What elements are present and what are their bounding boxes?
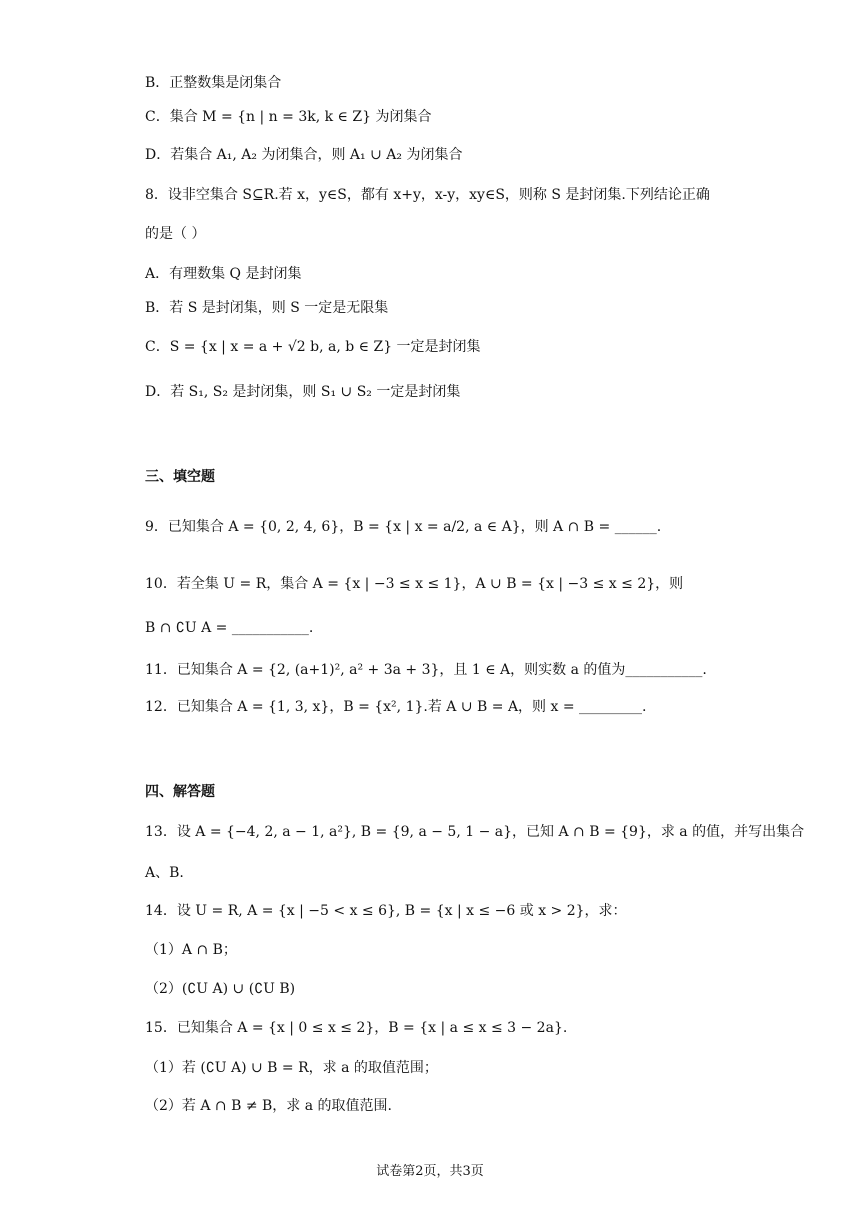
- question-13-cont: A、B.: [145, 865, 184, 881]
- option-b-q7: B．正整数集是闭集合: [145, 75, 282, 91]
- question-15-part-2: （2）若 A ∩ B ≠ B，求 a 的取值范围.: [145, 1098, 393, 1114]
- question-8-stem-cont: 的是（ ）: [145, 226, 206, 242]
- question-15: 15．已知集合 A = {x | 0 ≤ x ≤ 2}，B = {x | a ≤ x ≤ 3 − 2a}.: [145, 1020, 568, 1036]
- option-d-q8: D．若 S₁, S₂ 是封闭集，则 S₁ ∪ S₂ 一定是封闭集: [145, 384, 461, 400]
- question-15-part-1: （1）若 (∁U A) ∪ B = R，求 a 的取值范围；: [145, 1060, 438, 1076]
- question-8-stem: 8．设非空集合 S⊆R.若 x，y∈S，都有 x+y，x-y，xy∈S，则称 S 是封闭集.下列结论正确: [145, 187, 710, 203]
- question-14-part-1: （1）A ∩ B；: [145, 942, 237, 958]
- option-d-q7: D．若集合 A₁, A₂ 为闭集合，则 A₁ ∪ A₂ 为闭集合: [145, 147, 463, 163]
- question-12: 12．已知集合 A = {1, 3, x}，B = {x², 1}.若 A ∪ B = A，则 x = _________.: [145, 699, 647, 715]
- option-b-q8: B．若 S 是封闭集，则 S 一定是无限集: [145, 300, 389, 316]
- question-14-part-2: （2）(∁U A) ∪ (∁U B): [145, 981, 296, 997]
- section-heading-solutions: 四、解答题: [145, 784, 215, 800]
- question-9: 9．已知集合 A = {0, 2, 4, 6}，B = {x | x = a/2, a ∈ A}，则 A ∩ B = ______.: [145, 519, 662, 535]
- question-10: 10．若全集 U = R，集合 A = {x | −3 ≤ x ≤ 1}，A ∪ B = {x | −3 ≤ x ≤ 2}，则: [145, 576, 684, 592]
- question-11: 11．已知集合 A = {2, (a+1)², a² + 3a + 3}，且 1 ∈ A，则实数 a 的值为___________.: [145, 662, 707, 678]
- option-c-q8: C．S = {x | x = a + √2 b, a, b ∈ Z} 一定是封闭集: [145, 339, 481, 355]
- section-heading-fill-blank: 三、填空题: [145, 469, 215, 485]
- option-c-q7: C．集合 M = {n | n = 3k, k ∈ Z} 为闭集合: [145, 109, 432, 125]
- question-13: 13．设 A = {−4, 2, a − 1, a²}, B = {9, a − 5, 1 − a}，已知 A ∩ B = {9}，求 a 的值，并写出集合: [145, 824, 805, 840]
- question-10-cont: B ∩ ∁U A = ___________.: [145, 620, 314, 636]
- option-a-q8: A．有理数集 Q 是封闭集: [145, 266, 302, 282]
- question-14: 14．设 U = R, A = {x | −5 < x ≤ 6}, B = {x | x ≤ −6 或 x > 2}，求：: [145, 903, 627, 919]
- page-footer: 试卷第2页，共3页: [376, 1164, 484, 1179]
